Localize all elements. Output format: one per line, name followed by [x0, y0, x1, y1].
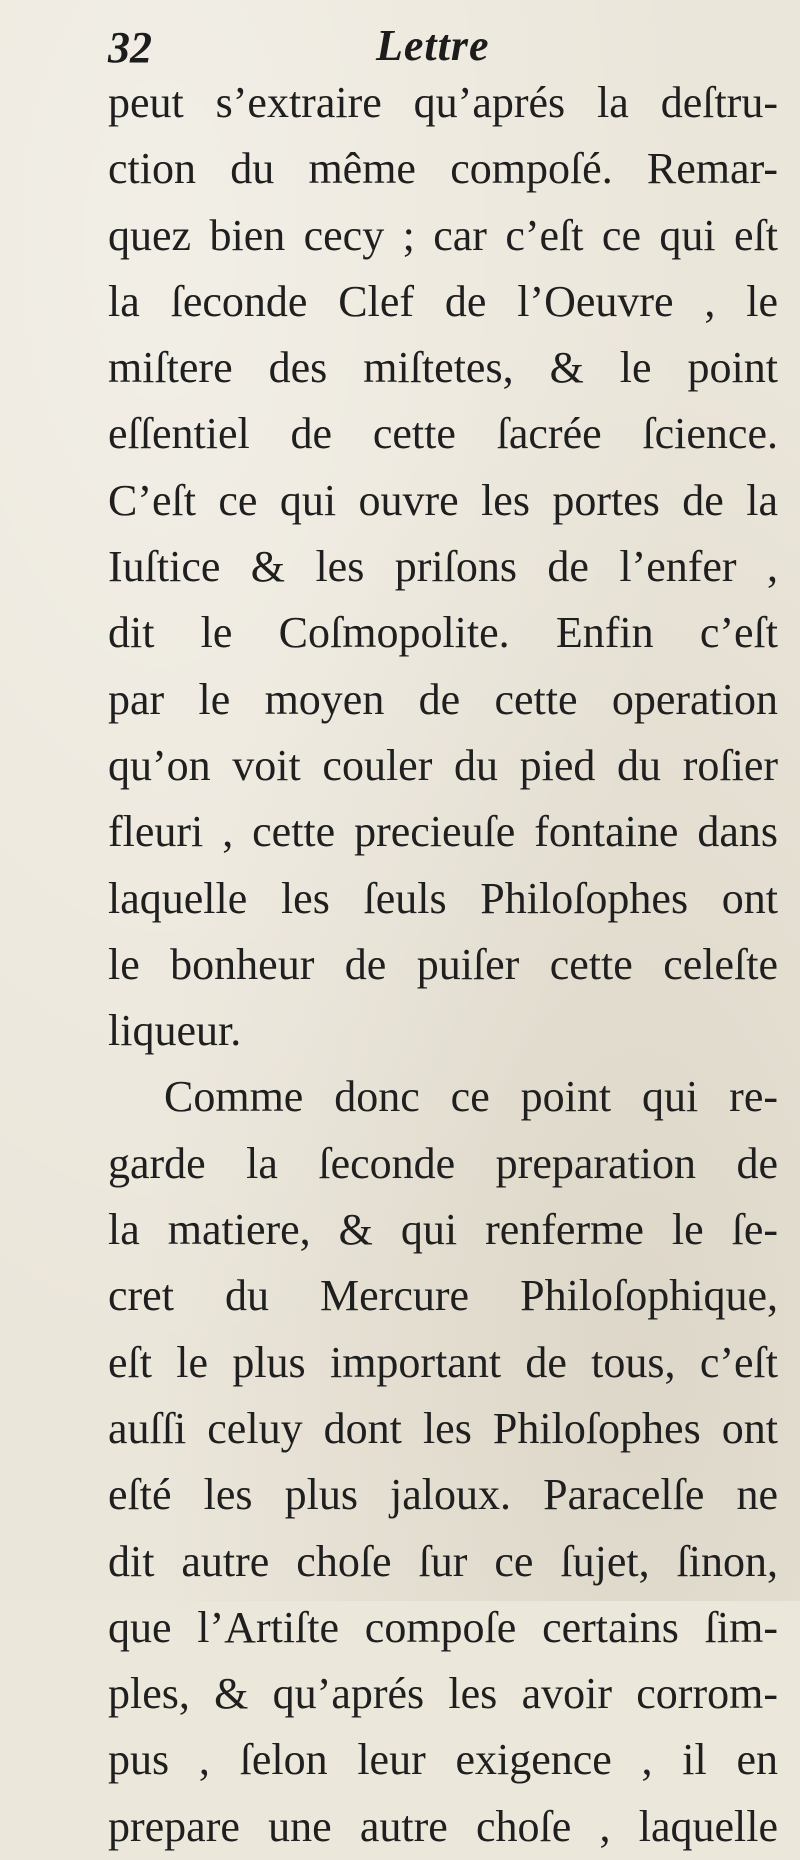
body-text — [108, 70, 778, 1860]
text-line: dit le Coſmopolite. Enfin c’eſt — [108, 608, 778, 658]
text-line: dit autre choſe ſur ce ſujet, ſinon, — [108, 1536, 778, 1586]
text-line: eſté les plus jaloux. Paracelſe ne — [108, 1470, 778, 1520]
text-line: pus , ſelon leur exigence , il en — [108, 1735, 778, 1785]
text-line: eſt le plus important de tous, c’eſt — [108, 1337, 778, 1387]
text-line: par le moyen de cette operation — [108, 674, 778, 724]
text-line: le bonheur de puiſer cette celeſte — [108, 939, 778, 989]
text-line: ction du même compoſé. Remar- — [108, 144, 778, 194]
text-line: miſtere des miſtetes, & le point — [108, 343, 778, 393]
page-number: 32 — [108, 23, 152, 72]
text-line: cret du Mercure Philoſophique, — [108, 1271, 778, 1321]
text-line: ples, & qu’aprés les avoir corrom- — [108, 1669, 778, 1719]
text-line: Comme donc ce point qui re- — [164, 1072, 778, 1122]
text-line: garde la ſeconde preparation de — [108, 1138, 778, 1188]
text-line: auſſi celuy dont les Philoſophes ont — [108, 1403, 778, 1453]
text-line: que l’Artiſte compoſe certains ſim- — [108, 1602, 778, 1652]
running-head: Lettre — [376, 21, 490, 70]
text-line: liqueur. — [108, 1006, 242, 1056]
text-line: eſſentiel de cette ſacrée ſcience. — [108, 409, 778, 459]
text-line: fleuri , cette precieuſe fontaine dans — [108, 807, 778, 857]
text-line: la ſeconde Clef de l’Oeuvre , le — [108, 276, 778, 326]
text-line: qu’on voit couler du pied du roſier — [108, 740, 778, 790]
text-line: C’eſt ce qui ouvre les portes de la — [108, 475, 778, 525]
text-line: prepare une autre choſe , laquelle — [108, 1801, 778, 1851]
text-line: laquelle les ſeuls Philoſophes ont — [108, 873, 778, 923]
text-line: Iuſtice & les priſons de l’enfer , — [108, 542, 778, 592]
text-line: la matiere, & qui renferme le ſe- — [108, 1205, 778, 1255]
text-line: peut s’extraire qu’aprés la deſtru- — [108, 78, 778, 127]
text-line: quez bien cecy ; car c’eſt ce qui eſt — [108, 210, 778, 260]
